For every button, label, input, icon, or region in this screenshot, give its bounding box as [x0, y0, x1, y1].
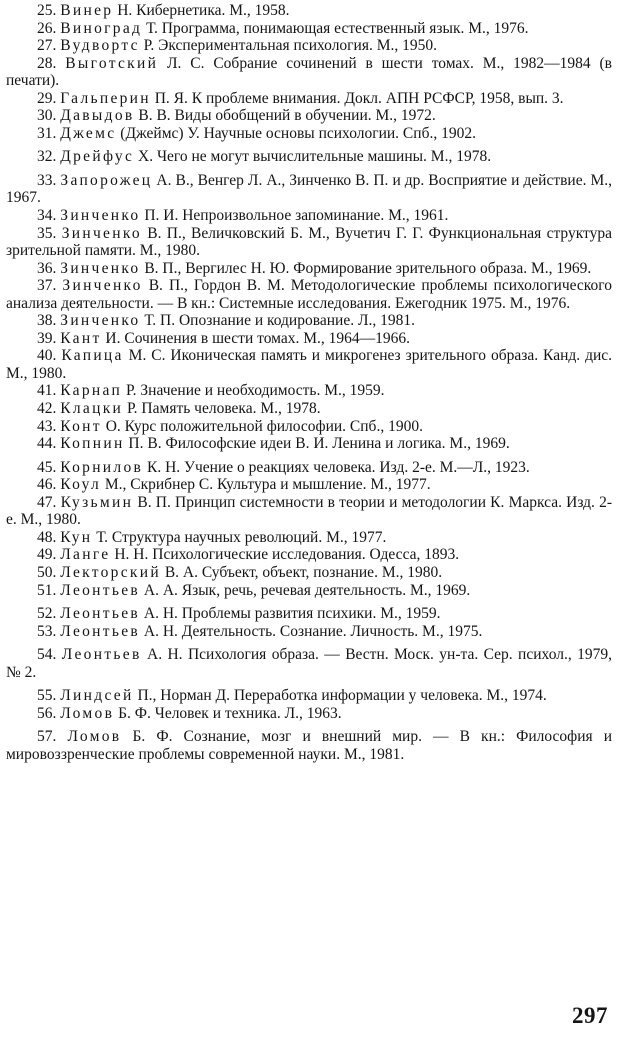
reference-item	[6, 582, 612, 600]
reference-item	[6, 37, 612, 55]
reference-text: В. П. Принцип системности в теории и методологии К. Маркса. Изд. 2-е. М., 1980.	[6, 493, 613, 529]
reference-item	[6, 382, 612, 400]
reference-number: 34.	[37, 207, 57, 225]
reference-number: 33.	[37, 171, 57, 189]
reference-number: 57.	[37, 728, 57, 746]
reference-author: Вудвортс	[60, 37, 140, 55]
reference-text: П. Я. К проблеме внимания. Докл. АПН РСФСР, 1958, вып. 3.	[154, 89, 564, 107]
reference-item	[6, 529, 612, 547]
reference-author: Зинченко	[61, 224, 142, 242]
reference-text: П. И. Непроизвольное запоминание. М., 1961.	[144, 207, 449, 225]
reference-item	[6, 400, 612, 418]
reference-text: В. П., Величковский Б. М., Вучетич Г. Г. Функциональная структура зрительной памяти. М., 1980.	[6, 224, 612, 260]
reference-item	[6, 312, 612, 330]
reference-item	[6, 2, 612, 20]
reference-number: 38.	[37, 312, 57, 330]
reference-number: 25.	[37, 2, 57, 19]
reference-author: Зинченко	[62, 277, 143, 295]
reference-text: П., Норман Д. Переработка информации у человека. М., 1974.	[137, 687, 547, 705]
reference-number: 29.	[37, 89, 57, 107]
reference-text: М., Скрибнер С. Культура и мышление. М., 1977.	[104, 476, 431, 494]
reference-number: 51.	[37, 581, 57, 599]
reference-item	[6, 546, 612, 564]
reference-text: Х. Чего не могут вычислительные машины. М., 1978.	[138, 148, 492, 166]
reference-number: 44.	[37, 435, 57, 453]
reference-text: А. В., Венгер Л. А., Зинченко В. П. и др. Восприятие и действие. М., 1967.	[6, 171, 613, 207]
reference-item	[6, 605, 612, 623]
reference-text: Б. Ф. Человек и техника. Л., 1963.	[118, 704, 342, 722]
reference-author: Кузьмин	[60, 493, 134, 511]
reference-text: М. С. Иконическая память и микрогенез зрительного образа. Канд. дис. М., 1980.	[6, 347, 613, 382]
reference-item	[6, 225, 612, 260]
reference-number: 52.	[37, 605, 57, 623]
reference-text: Б. Ф. Сознание, мозг и внешний мир. — В кн.: Философия и мировоззренческие проблемы современной науки. М., 1981.	[6, 728, 612, 763]
reference-number: 39.	[37, 329, 57, 347]
reference-item	[6, 435, 612, 453]
reference-number: 32.	[37, 148, 57, 166]
reference-author: Коул	[60, 476, 101, 494]
reference-number: 41.	[37, 382, 57, 400]
reference-number: 28.	[37, 54, 57, 72]
reference-text: А. Н. Психология образа. — Вестн. Моск. ун-та. Сер. психол., 1979, № 2.	[6, 646, 613, 681]
reference-item	[6, 564, 612, 582]
reference-text: Н. Кибернетика. М., 1958.	[117, 2, 290, 19]
reference-author: Лекторский	[60, 563, 161, 581]
reference-author: Зинченко	[60, 312, 141, 330]
reference-item	[6, 148, 612, 166]
reference-item	[6, 90, 612, 108]
reference-number: 45.	[37, 458, 57, 476]
reference-number: 46.	[37, 476, 57, 494]
reference-number: 43.	[37, 417, 57, 435]
reference-author: Ломов	[67, 728, 122, 746]
reference-item	[6, 107, 612, 125]
reference-number: 36.	[37, 259, 57, 277]
reference-number: 37.	[37, 277, 57, 295]
reference-item	[6, 728, 612, 763]
reference-author: Корнилов	[60, 458, 144, 476]
reference-text: Т. Программа, понимающая естественный язык. М., 1976.	[146, 19, 529, 37]
reference-author: Карнап	[60, 382, 123, 400]
reference-text: В. П., Гордон В. М. Методологические проблемы психологического анализа деятельности. — В кн.: Системные исследования. Ежегодник 1975. М., 1976.	[6, 277, 613, 312]
reference-item	[6, 330, 612, 348]
reference-item	[6, 125, 612, 143]
reference-list	[6, 2, 612, 763]
reference-text: И. Сочинения в шести томах. М., 1964—1966.	[105, 329, 411, 347]
reference-number: 48.	[37, 528, 57, 546]
reference-author: Копнин	[60, 435, 125, 453]
page-number: 297	[572, 1003, 608, 1028]
reference-item	[6, 55, 612, 90]
reference-author: Зинченко	[60, 207, 141, 225]
reference-text: Л. С. Собрание сочинений в шести томах. М., 1982—1984 (в печати).	[6, 54, 613, 90]
reference-author: Кун	[60, 528, 93, 546]
reference-number: 49.	[37, 546, 57, 564]
reference-number: 53.	[37, 622, 57, 640]
reference-text: В. В. Виды обобщений в обучении. М., 1972.	[138, 107, 436, 125]
reference-number: 40.	[37, 347, 57, 365]
reference-text: А. Н. Деятельность. Сознание. Личность. М., 1975.	[143, 622, 483, 640]
reference-item	[6, 207, 612, 225]
reference-author: Леонтьев	[60, 622, 141, 640]
reference-text: В. П., Вергилес Н. Ю. Формирование зрительного образа. М., 1969.	[144, 259, 592, 277]
reference-author: Давыдов	[60, 107, 135, 125]
reference-item	[6, 172, 612, 207]
reference-author: Капица	[61, 347, 124, 365]
reference-number: 31.	[37, 124, 57, 142]
reference-number: 35.	[37, 224, 57, 242]
reference-text: Р. Экспериментальная психология. М., 1950.	[143, 37, 437, 55]
reference-number: 42.	[37, 400, 57, 418]
reference-text: П. В. Философские идеи В. И. Ленина и логика. М., 1969.	[128, 435, 510, 453]
reference-author: Гальперин	[60, 89, 151, 107]
reference-text: (Джеймс) У. Научные основы психологии. Спб., 1902.	[120, 124, 476, 142]
reference-text: Р. Значение и необходимость. М., 1959.	[125, 382, 385, 400]
reference-text: Т. Структура научных революций. М., 1977.	[96, 528, 387, 546]
reference-item	[6, 687, 612, 705]
reference-number: 30.	[37, 107, 57, 125]
reference-author: Дрейфус	[60, 148, 135, 166]
reference-author: Линдсей	[60, 687, 134, 705]
reference-author: Ланге	[60, 546, 111, 564]
reference-item	[6, 494, 612, 529]
reference-number: 54.	[37, 646, 57, 664]
reference-item	[6, 705, 612, 723]
reference-number: 27.	[37, 37, 57, 55]
reference-author: Выготский	[65, 54, 159, 72]
reference-item	[6, 646, 612, 681]
reference-number: 50.	[37, 563, 57, 581]
reference-number: 47.	[37, 493, 57, 511]
reference-author: Винер	[60, 2, 114, 19]
reference-author: Ломов	[60, 704, 115, 722]
reference-author: Зинченко	[60, 259, 141, 277]
reference-author: Кант	[60, 329, 102, 347]
reference-author: Клацки	[60, 400, 124, 418]
reference-item	[6, 347, 612, 382]
reference-item	[6, 418, 612, 436]
reference-item	[6, 459, 612, 477]
reference-number: 26.	[37, 19, 57, 37]
reference-author: Запорожец	[60, 171, 153, 189]
reference-text: Н. Н. Психологические исследования. Одесса, 1893.	[114, 546, 460, 564]
reference-text: А. Н. Проблемы развития психики. М., 1959.	[143, 605, 441, 623]
reference-item	[6, 20, 612, 38]
reference-author: Леонтьев	[60, 581, 141, 599]
reference-item	[6, 277, 612, 312]
reference-author: Конт	[60, 417, 102, 435]
reference-author: Леонтьев	[60, 605, 141, 623]
reference-item	[6, 260, 612, 278]
reference-text: Р. Память человека. М., 1978.	[127, 400, 321, 418]
reference-author: Леонтьев	[61, 646, 142, 664]
reference-text: В. А. Субъект, объект, познание. М., 1980.	[164, 563, 443, 581]
reference-text: Т. П. Опознание и кодирование. Л., 1981.	[144, 312, 415, 330]
reference-text: К. Н. Учение о реакциях человека. Изд. 2-е. М.—Л., 1923.	[147, 458, 530, 476]
reference-number: 56.	[37, 704, 57, 722]
reference-number: 55.	[37, 687, 57, 705]
reference-item	[6, 623, 612, 641]
reference-text: О. Курс положительной философии. Спб., 1900.	[105, 417, 423, 435]
reference-author: Виноград	[60, 19, 143, 37]
reference-author: Джемс	[60, 124, 117, 142]
reference-item	[6, 476, 612, 494]
reference-text: А. А. Язык, речь, речевая деятельность. М., 1969.	[143, 581, 471, 599]
